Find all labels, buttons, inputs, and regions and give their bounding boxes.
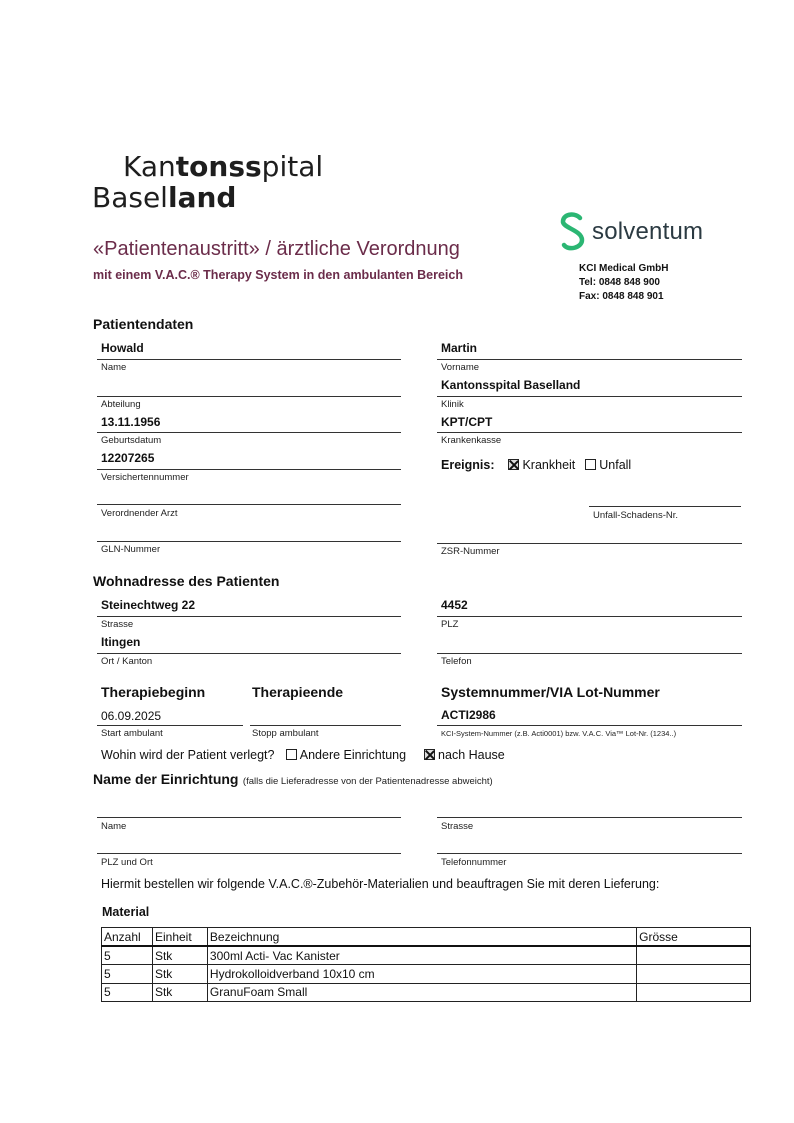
cell-einheit[interactable]: Stk: [152, 965, 207, 984]
krankenkasse-value[interactable]: KPT/CPT: [441, 415, 493, 429]
einrichtung-plz-line: [97, 853, 401, 854]
einrichtung-telefon-line: [437, 853, 742, 854]
abteilung-line: [97, 396, 401, 397]
system-value[interactable]: ACTI2986: [441, 708, 496, 722]
material-header-row: [102, 928, 751, 947]
logo-text: pital: [261, 150, 324, 183]
verlegt-question: Wohin wird der Patient verlegt?: [101, 748, 275, 762]
kci-fax: Fax: 0848 848 901: [579, 291, 664, 302]
therapieende-heading: Therapieende: [252, 684, 344, 700]
telefon-label: Telefon: [441, 656, 472, 667]
strasse-value[interactable]: Steinechtweg 22: [101, 598, 196, 612]
start-label: Start ambulant: [101, 728, 163, 739]
arzt-line: [97, 504, 401, 505]
andere-einrichtung-label: Andere Einrichtung: [299, 748, 407, 762]
geburtsdatum-line: [97, 432, 401, 433]
stopp-label: Stopp ambulant: [252, 728, 319, 739]
table-row: [102, 965, 751, 984]
name-label: Name: [101, 362, 127, 373]
einrichtung-telefon-label: Telefonnummer: [441, 857, 507, 868]
stopp-line: [250, 725, 401, 726]
klinik-value[interactable]: Kantonsspital Baselland: [441, 378, 581, 392]
ksbl-logo: [92, 151, 323, 213]
vorname-value[interactable]: Martin: [441, 341, 477, 355]
systemnummer-heading: Systemnummer/VIA Lot-Nummer: [441, 684, 660, 700]
klinik-label: Klinik: [441, 399, 464, 410]
table-row: [102, 983, 751, 1002]
ort-value[interactable]: Itingen: [101, 635, 141, 649]
cell-einheit[interactable]: Stk: [152, 946, 207, 965]
cell-bezeichnung[interactable]: Hydrokolloidverband 10x10 cm: [207, 965, 636, 984]
zsr-label: ZSR-Nummer: [441, 546, 500, 557]
cell-anzahl[interactable]: 5: [102, 983, 153, 1002]
gln-line: [97, 541, 401, 542]
nach-hause-label: nach Hause: [438, 748, 505, 762]
cell-anzahl[interactable]: 5: [102, 965, 153, 984]
column-header: Grösse: [637, 928, 751, 947]
andere-einrichtung-checkbox[interactable]: [286, 749, 297, 760]
logo-text: Kan: [123, 150, 176, 183]
verlegt-row: [101, 748, 505, 762]
cell-bezeichnung[interactable]: GranuFoam Small: [207, 983, 636, 1002]
material-table: [101, 927, 751, 1002]
section-wohnadresse: Wohnadresse des Patienten: [93, 573, 280, 589]
cell-groesse[interactable]: [637, 946, 751, 965]
kci-contact: [579, 262, 668, 304]
klinik-line: [437, 396, 742, 397]
plz-line: [437, 616, 742, 617]
versicherten-line: [97, 469, 401, 470]
einrichtung-strasse-label: Strasse: [441, 821, 474, 832]
plz-label: PLZ: [441, 619, 459, 630]
solventum-name: solventum: [592, 218, 704, 245]
kci-company: KCI Medical GmbH: [579, 263, 669, 274]
gln-label: GLN-Nummer: [101, 544, 161, 555]
section-patientendaten: Patientendaten: [93, 316, 194, 332]
krankheit-label: Krankheit: [522, 458, 576, 472]
name-line: [97, 359, 401, 360]
order-text: Hiermit bestellen wir folgende V.A.C.®-Zubehör-Materialien und beauftragen Sie mit deren Lieferung:: [101, 877, 660, 891]
name-value[interactable]: Howald: [101, 341, 144, 355]
kci-tel: Tel: 0848 848 900: [579, 277, 660, 288]
cell-groesse[interactable]: [637, 983, 751, 1002]
nach-hause-checkbox[interactable]: [424, 749, 435, 760]
unfall-label: Unfall: [599, 458, 632, 472]
vorname-line: [437, 359, 742, 360]
start-line: [97, 725, 243, 726]
abteilung-label: Abteilung: [101, 399, 141, 410]
einrichtung-name-label: Name: [101, 821, 127, 832]
unfall-nr-line: [589, 506, 741, 507]
material-heading: Material: [102, 905, 150, 919]
ereignis-label: Ereignis:: [441, 458, 495, 472]
logo-text-bold: tonss: [175, 150, 262, 183]
cell-groesse[interactable]: [637, 965, 751, 984]
geburtsdatum-value[interactable]: 13.11.1956: [101, 415, 161, 429]
table-row: [102, 946, 751, 965]
cell-bezeichnung[interactable]: 300ml Acti- Vac Kanister: [207, 946, 636, 965]
einrichtung-strasse-line: [437, 817, 742, 818]
telefon-line: [437, 653, 742, 654]
unfall-nr-label: Unfall-Schadens-Nr.: [593, 510, 679, 521]
ort-line: [97, 653, 401, 654]
start-value[interactable]: 06.09.2025: [101, 709, 162, 723]
einrichtung-plz-label: PLZ und Ort: [101, 857, 153, 868]
geburtsdatum-label: Geburtsdatum: [101, 435, 162, 446]
solventum-logo: [556, 212, 704, 257]
krankenkasse-label: Krankenkasse: [441, 435, 502, 446]
section-einrichtung: Name der Einrichtung: [93, 771, 239, 787]
einrichtung-note: (falls die Lieferadresse von der Patientenadresse abweicht): [242, 776, 493, 787]
system-label: KCI-System-Nummer (z.B. Acti0001) bzw. V.A.C. Via™ Lot-Nr. (1234..): [441, 729, 677, 738]
cell-einheit[interactable]: Stk: [152, 983, 207, 1002]
column-header: Bezeichnung: [207, 928, 636, 947]
solventum-s-icon: [556, 212, 590, 252]
versicherten-label: Versichertennummer: [101, 472, 189, 483]
strasse-line: [97, 616, 401, 617]
column-header: Anzahl: [102, 928, 153, 947]
zsr-line: [437, 543, 742, 544]
page-subtitle: mit einem V.A.C.® Therapy System in den ambulanten Bereich: [93, 268, 463, 282]
cell-anzahl[interactable]: 5: [102, 946, 153, 965]
versicherten-value[interactable]: 12207265: [101, 451, 155, 465]
system-line: [437, 725, 742, 726]
column-header: Einheit: [152, 928, 207, 947]
arzt-label: Verordnender Arzt: [101, 508, 178, 519]
unfall-checkbox[interactable]: [585, 459, 596, 470]
ort-label: Ort / Kanton: [101, 656, 153, 667]
ereignis-group: [441, 458, 631, 472]
einrichtung-heading: [93, 771, 493, 789]
krankenkasse-line: [437, 432, 742, 433]
page-title: «Patientenaustritt» / ärztliche Verordnung: [93, 238, 460, 260]
therapiebeginn-heading: Therapiebeginn: [101, 684, 206, 700]
logo-text: Basel: [92, 181, 168, 214]
krankheit-checkbox[interactable]: [508, 459, 519, 470]
plz-value[interactable]: 4452: [441, 598, 468, 612]
vorname-label: Vorname: [441, 362, 480, 373]
einrichtung-name-line: [97, 817, 401, 818]
logo-text-bold: land: [167, 181, 237, 214]
strasse-label: Strasse: [101, 619, 134, 630]
